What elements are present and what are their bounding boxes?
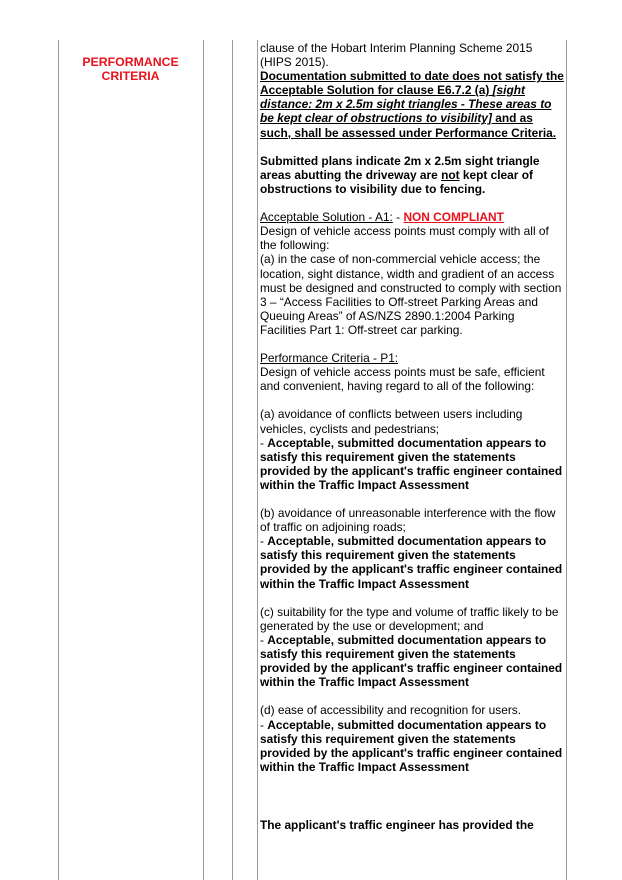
table-border-divider-1	[203, 40, 204, 880]
traffic-engineer-statement: The applicant's traffic engineer has provided the	[260, 818, 534, 832]
documentation-statement	[260, 69, 564, 139]
criterion-b: (b) avoidance of unreasonable interference with the flow of traffic on adjoining roads;	[260, 506, 556, 535]
response-dash: -	[260, 717, 268, 732]
assessment-text	[260, 41, 564, 774]
response-text: Acceptable, submitted documentation appears to satisfy this requirement given the statements provided by the applicant's traffic engineer contained within the Traffic Impact Assessment	[260, 534, 563, 591]
table-border-divider-3	[257, 40, 258, 880]
sight-triangle-not: not	[441, 167, 460, 182]
response-dash: -	[260, 534, 268, 549]
criterion-c: (c) suitability for the type and volume of traffic likely to be generated by the use or development; and	[260, 604, 559, 633]
response-dash: -	[260, 632, 268, 647]
documentation-statement-c: and as such, shall be assessed under Performance Criteria.	[260, 111, 557, 140]
documentation-statement-a: Documentation submitted to date does not satisfy the Acceptable Solution for clause E6.7.2 (a)	[260, 69, 564, 98]
criterion-d-response	[260, 718, 564, 774]
acceptable-solution-line-2: (a) in the case of non-commercial vehicle access; the location, sight distance, width and gradient of an access must be designed and constructed to comply with section 3 – “Access Facilities to Off-street Parking Areas and Queuing Areas” of AS/NZS 2890.1:2004 Parking Facilities Part 1: Off-street car parking.	[260, 252, 562, 337]
sight-triangle-b: kept clear of obstructions to visibility due to fencing.	[260, 167, 533, 196]
criterion-b-response	[260, 534, 564, 590]
response-text: Acceptable, submitted documentation appears to satisfy this requirement given the statements provided by the applicant's traffic engineer contained within the Traffic Impact Assessment	[260, 717, 563, 774]
compliance-status: NON COMPLIANT	[403, 210, 504, 225]
criterion-a-response	[260, 436, 564, 492]
table-border-divider-2	[232, 40, 233, 880]
response-text: Acceptable, submitted documentation appears to satisfy this requirement given the statements provided by the applicant's traffic engineer contained within the Traffic Impact Assessment	[260, 435, 563, 492]
performance-criteria-text: Design of vehicle access points must be safe, efficient and convenient, having regard to all of the following:	[260, 365, 545, 394]
acceptable-solution-line-1: Design of vehicle access points must comply with all of the following:	[260, 224, 549, 253]
acceptable-solution-dash: -	[392, 210, 404, 225]
table-border-right	[566, 40, 567, 880]
response-dash: -	[260, 435, 268, 450]
table-border-left	[58, 40, 59, 880]
clause-ref-line-2: (HIPS 2015).	[260, 55, 329, 70]
performance-criteria-label: Performance Criteria - P1:	[260, 351, 399, 366]
sight-triangle-a: Submitted plans indicate 2m x 2.5m sight triangle areas abutting the driveway are	[260, 153, 540, 182]
acceptable-solution-heading	[260, 210, 564, 224]
section-heading-line-2: CRITERIA	[101, 69, 160, 83]
acceptable-solution-label: Acceptable Solution - A1:	[260, 210, 393, 225]
clause-ref-line-1: clause of the Hobart Interim Planning Scheme 2015	[260, 41, 533, 55]
criterion-c-response	[260, 633, 564, 689]
documentation-statement-sight: [sight distance: 2m x 2.5m sight triangles - These areas to be kept clear of obstructions to visibility]	[260, 83, 552, 126]
response-text: Acceptable, submitted documentation appears to satisfy this requirement given the statements provided by the applicant's traffic engineer contained within the Traffic Impact Assessment	[260, 632, 563, 690]
sight-triangle-statement	[260, 154, 564, 196]
section-heading-line-1: PERFORMANCE	[82, 55, 179, 69]
criterion-d: (d) ease of accessibility and recognition for users.	[260, 703, 522, 718]
section-heading	[58, 55, 203, 83]
criterion-a: (a) avoidance of conflicts between users including vehicles, cyclists and pedestrians;	[260, 407, 523, 436]
